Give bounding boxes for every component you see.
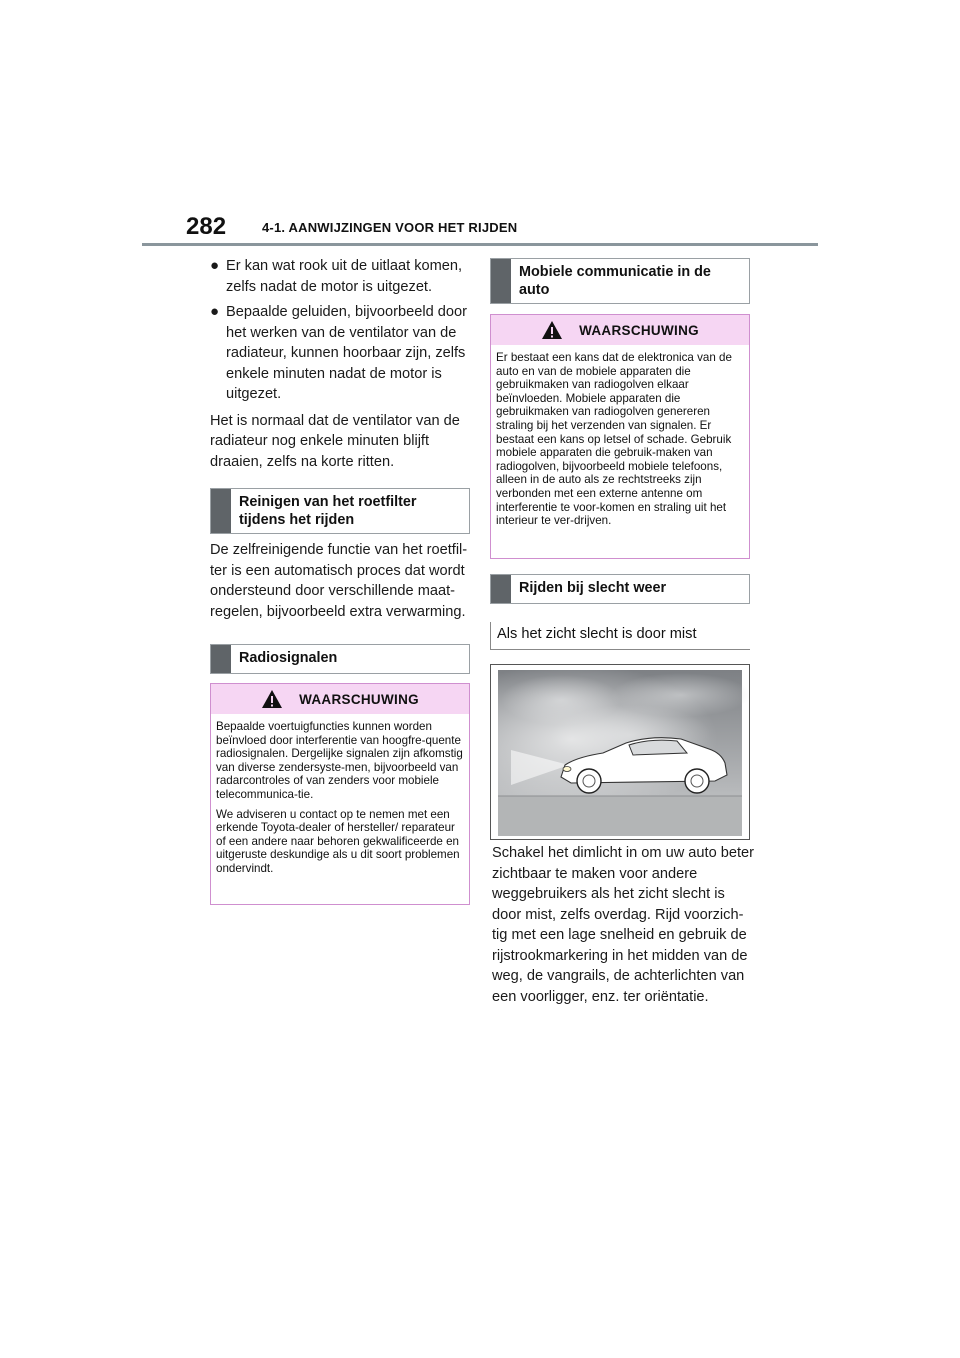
mobile-warning-box [490,314,750,559]
mobile-heading-box [490,258,750,304]
warning-paragraph: We adviseren u contact op te nemen met een erkende Toyota-dealer of hersteller/ reparateur of een andere naar behoren gekwalificeerde en uitgeruste deskundige als u dit soort problemen ondervindt. [216,807,460,875]
filter-paragraph: De zelfreinigende functie van het roetfil-ter is een automatisch proces dat wordt ondersteund door verschillende maat-regelen, bijvoorbeeld extra verwarming. [210,542,468,620]
bullet-item [210,302,470,405]
warning-triangle-icon [261,689,283,709]
warning-paragraph: Bepaalde voertuigfuncties kunnen worden beïnvloed door interferentie van hoogfre-quente radiosignalen. Dergelijke signalen zijn afkomstig van diverse zendersyste-men, bijvoorbeeld van radarcontroles of van zenders voor mobiele telecommunica-tie. [216,720,463,801]
bullet-text: Er kan wat rook uit de uitlaat komen, zelfs nadat de motor is uitgezet. [226,258,463,295]
fog-car-illustration [490,664,750,840]
warning-header [491,315,749,345]
radio-warning-box [210,683,470,905]
subheading-marker [490,622,491,650]
fog-subheading: Als het zicht slecht is door mist [497,626,697,642]
heading-tab [211,489,231,533]
warning-header [211,684,469,714]
filter-heading-box [210,488,470,534]
warning-paragraph: Er bestaat een kans dat de elektronica van de auto en van de mobiele apparaten die gebruikmaken van radiogolven elkaar beïnvloeden. Mobiele apparaten die gebruikmaken van radiogolven genereren straling bij het verzenden van signalen. Er bestaat een kans op letsel of schade. Gebruik mobiele apparaten die gebruik-maken van radiogolven, bijvoorbeeld mobiele telefoons, alleen in de auto als ze rechtstreeks zijn verbonden met een externe antenne om interferentie te voor-komen en straling uit het interieur te ver-drijven. [496,351,732,528]
fog-paragraph: Schakel het dimlicht in om uw auto beter zichtbaar te maken voor andere weggebruikers als het zicht slecht is door mist, zelfs overdag. Rijd voorzich-tig met een lage snelheid en gebruik de rijstrookmarkering in het midden van de weg, de vangrails, de achterlichten van een voorligger, enz. ter oriëntatie. [492,845,755,1005]
car-in-fog-image [491,665,749,839]
warning-title: WAARSCHUWING [579,322,699,338]
warning-body [491,345,749,534]
fan-paragraph: Het is normaal dat de ventilator van de radiateur nog enkele minuten blijft draaien, zelfs na korte ritten. [210,412,460,470]
mobile-heading: Mobiele communicatie in de auto [519,264,711,298]
radio-heading-box [210,644,470,674]
weather-heading: Rijden bij slecht weer [519,580,667,596]
warning-title: WAARSCHUWING [299,691,419,707]
heading-tab [491,575,511,603]
page-number: 282 [186,213,227,240]
filter-heading: Reinigen van het roetfilter tijdens het rijden [239,494,417,528]
warning-triangle-icon [541,320,563,340]
bullet-item [210,256,470,297]
bullet-text: Bepaalde geluiden, bijvoorbeeld door het werken van de ventilator van de radiateur, kunnen hoorbaar zijn, zelfs enkele minuten nadat de motor is uitgezet. [226,304,467,402]
header-divider [142,243,818,246]
radio-heading: Radiosignalen [239,650,338,666]
weather-heading-box [490,574,750,604]
warning-body [211,714,469,882]
subheading-rule [490,649,750,650]
section-title: 4-1. AANWIJZINGEN VOOR HET RIJDEN [262,220,518,235]
bullet-dot-icon: ● [210,257,220,274]
bullet-dot-icon: ● [210,303,220,320]
heading-tab [491,259,511,303]
heading-tab [211,645,231,673]
left-column [210,256,470,472]
